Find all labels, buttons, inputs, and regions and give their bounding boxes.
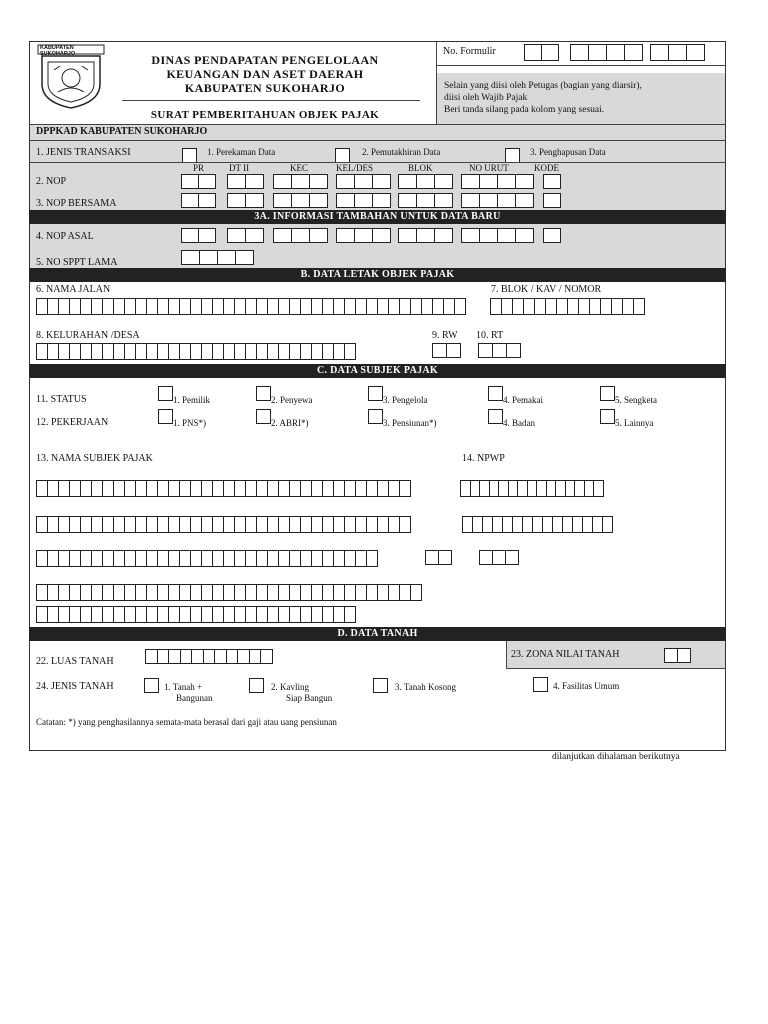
note-line-1: Selain yang diisi oleh Petugas (bagian yang diarsir), bbox=[444, 81, 642, 91]
office-divider-top bbox=[29, 124, 726, 125]
kode-pos-subjek-boxes[interactable] bbox=[36, 606, 356, 623]
char-box[interactable] bbox=[260, 649, 273, 664]
char-box[interactable] bbox=[366, 550, 378, 567]
nama-jalan-boxes[interactable] bbox=[36, 298, 466, 315]
transaksi-checkbox-2[interactable] bbox=[335, 148, 350, 163]
nop-col-kec: KEC bbox=[290, 163, 308, 173]
formulir-divider bbox=[436, 65, 726, 66]
instructions-note bbox=[444, 80, 724, 116]
nop-pr-boxes[interactable] bbox=[181, 174, 216, 191]
char-box[interactable] bbox=[602, 516, 613, 533]
formulir-boxes-2[interactable] bbox=[570, 44, 643, 61]
pekerjaan-option-4: 4. Badan bbox=[503, 418, 535, 428]
note-line-2: diisi oleh Wajib Pajak bbox=[444, 93, 528, 103]
nop-bersama-urut-boxes[interactable] bbox=[461, 193, 534, 210]
nop-label: 2. NOP bbox=[36, 176, 67, 187]
nop-col-kode: KODE bbox=[534, 163, 559, 173]
transaksi-divider bbox=[29, 162, 726, 163]
status-label: 11. STATUS bbox=[36, 394, 87, 405]
pekerjaan-option-3: 3. Pensiunan*) bbox=[383, 418, 437, 428]
kelurahan-subjek-boxes[interactable] bbox=[36, 550, 378, 567]
pekerjaan-checkbox-2[interactable] bbox=[256, 409, 271, 424]
catatan-note: Catatan: *) yang penghasilannya semata-mata berasal dari gaji atau uang pensiunan bbox=[36, 717, 337, 727]
nop-kel-boxes[interactable] bbox=[336, 174, 391, 191]
nop-kec-boxes[interactable] bbox=[273, 174, 328, 191]
pekerjaan-option-5: 5. Lainnya bbox=[615, 418, 654, 428]
kelurahan-boxes[interactable] bbox=[36, 343, 356, 360]
status-option-1: 1. Pemilik bbox=[173, 395, 211, 405]
nop-bersama-label: 3. NOP BERSAMA bbox=[36, 198, 117, 209]
jenis-transaksi-label: 1. JENIS TRANSAKSI bbox=[36, 147, 131, 158]
formulir-boxes-3[interactable] bbox=[650, 44, 705, 61]
npwp-boxes[interactable] bbox=[460, 480, 604, 497]
office-label: DPPKAD KABUPATEN SUKOHARJO bbox=[36, 126, 208, 137]
band-subjek-pajak: C. DATA SUBJEK PAJAK bbox=[29, 364, 726, 378]
transaksi-checkbox-3[interactable] bbox=[505, 148, 520, 163]
luas-tanah-boxes[interactable] bbox=[145, 649, 273, 666]
title-divider bbox=[122, 100, 420, 101]
blok-subjek-boxes[interactable] bbox=[462, 516, 613, 533]
nop-blok-boxes[interactable] bbox=[398, 174, 453, 191]
transaksi-checkbox-1[interactable] bbox=[182, 148, 197, 163]
jenis-tanah-option-1b: Bangunan bbox=[176, 693, 213, 703]
status-option-4: 4. Pemakai bbox=[503, 395, 543, 405]
no-sppt-boxes[interactable] bbox=[181, 250, 254, 267]
status-option-2: 2. Penyewa bbox=[271, 395, 313, 405]
blok-kav-label: 7. BLOK / KAV / NOMOR bbox=[491, 284, 602, 295]
zona-divider-bottom bbox=[506, 668, 726, 669]
kelurahan-label: 8. KELURAHAN /DESA bbox=[36, 330, 140, 341]
jenis-tanah-checkbox-3[interactable] bbox=[373, 678, 388, 693]
nama-subjek-label: 13. NAMA SUBJEK PAJAK bbox=[36, 453, 153, 464]
char-box[interactable] bbox=[410, 584, 422, 601]
continuation-note: dilanjutkan dihalaman berikutnya bbox=[552, 752, 680, 762]
zona-nilai-label: 23. ZONA NILAI TANAH bbox=[511, 649, 620, 660]
char-box[interactable] bbox=[633, 298, 645, 315]
status-checkbox-1[interactable] bbox=[158, 386, 173, 401]
formulir-boxes-1[interactable] bbox=[524, 44, 559, 61]
status-checkbox-2[interactable] bbox=[256, 386, 271, 401]
nop-asal-kec-boxes[interactable] bbox=[273, 228, 328, 245]
logo-text: KABUPATEN SUKOHARJO bbox=[40, 45, 76, 57]
jenis-tanah-option-1a: 1. Tanah + bbox=[164, 682, 203, 692]
char-box[interactable] bbox=[344, 343, 356, 360]
nop-bersama-blok-boxes[interactable] bbox=[398, 193, 453, 210]
nop-dt-boxes[interactable] bbox=[227, 174, 264, 191]
no-sppt-lama-label: 5. NO SPPT LAMA bbox=[36, 257, 118, 268]
nama-jalan-label: 6. NAMA JALAN bbox=[36, 284, 111, 295]
nop-asal-kel-boxes[interactable] bbox=[336, 228, 391, 245]
char-box[interactable] bbox=[399, 516, 411, 533]
pekerjaan-checkbox-5[interactable] bbox=[600, 409, 615, 424]
agency-title-line2: KEUANGAN DAN ASET DAERAH bbox=[166, 67, 364, 81]
status-checkbox-5[interactable] bbox=[600, 386, 615, 401]
nop-bersama-pr-boxes[interactable] bbox=[181, 193, 216, 210]
agency-title-line1: DINAS PENDAPATAN PENGELOLAAN bbox=[151, 53, 379, 67]
band-letak-objek: B. DATA LETAK OBJEK PAJAK bbox=[29, 268, 726, 282]
rt-subjek-boxes[interactable] bbox=[479, 550, 519, 567]
form-title: SURAT PEMBERITAHUAN OBJEK PAJAK bbox=[150, 109, 380, 121]
band-informasi-tambahan: 3A. INFORMASI TAMBAHAN UNTUK DATA BARU bbox=[29, 210, 726, 224]
rt-label: 10. RT bbox=[476, 330, 504, 341]
nop-bersama-kec-boxes[interactable] bbox=[273, 193, 328, 210]
char-box[interactable] bbox=[593, 480, 604, 497]
status-checkbox-3[interactable] bbox=[368, 386, 383, 401]
nop-bersama-kel-boxes[interactable] bbox=[336, 193, 391, 210]
nop-asal-pr-boxes[interactable] bbox=[181, 228, 216, 245]
status-option-5: 5. Sengketa bbox=[615, 395, 657, 405]
nop-col-pr: PR bbox=[193, 163, 205, 173]
char-box[interactable] bbox=[399, 480, 411, 497]
rt-boxes[interactable] bbox=[478, 343, 521, 360]
pekerjaan-checkbox-4[interactable] bbox=[488, 409, 503, 424]
nama-subjek-boxes[interactable] bbox=[36, 480, 411, 497]
npwp-label: 14. NPWP bbox=[462, 453, 505, 464]
pekerjaan-option-1: 1. PNS*) bbox=[173, 418, 207, 428]
pekerjaan-label: 12. PEKERJAAN bbox=[36, 417, 109, 428]
nop-col-urut: NO URUT bbox=[469, 163, 509, 173]
jenis-tanah-checkbox-4[interactable] bbox=[533, 677, 548, 692]
jenis-tanah-label: 24. JENIS TANAH bbox=[36, 681, 114, 692]
nop-asal-label: 4. NOP ASAL bbox=[36, 231, 94, 242]
jenis-tanah-checkbox-2[interactable] bbox=[249, 678, 264, 693]
nop-asal-blok-boxes[interactable] bbox=[398, 228, 453, 245]
nop-bersama-kode-boxes[interactable] bbox=[543, 193, 561, 210]
logo bbox=[36, 44, 106, 110]
jenis-tanah-option-2b: Siap Bangun bbox=[286, 693, 333, 703]
pekerjaan-option-2: 2. ABRI*) bbox=[271, 418, 309, 428]
nop-col-dt: DT II bbox=[229, 163, 250, 173]
char-box[interactable] bbox=[454, 298, 466, 315]
note-line-3: Beri tanda silang pada kolom yang sesuai. bbox=[444, 105, 605, 115]
nop-kode-boxes[interactable] bbox=[543, 174, 561, 191]
blok-kav-boxes[interactable] bbox=[490, 298, 645, 315]
zona-divider-left bbox=[506, 641, 507, 668]
transaksi-option-3: 3. Penghapusan Data bbox=[530, 147, 606, 157]
rw-boxes[interactable] bbox=[432, 343, 461, 360]
jalan-subjek-boxes[interactable] bbox=[36, 516, 411, 533]
pekerjaan-checkbox-1[interactable] bbox=[158, 409, 173, 424]
jenis-tanah-checkbox-1[interactable] bbox=[144, 678, 159, 693]
nop-asal-dt-boxes[interactable] bbox=[227, 228, 264, 245]
transaksi-option-1: 1. Perekaman Data bbox=[207, 147, 276, 157]
nop-col-kel: KEL/DES bbox=[336, 163, 373, 173]
office-divider-bottom bbox=[29, 140, 726, 141]
char-box[interactable] bbox=[344, 606, 356, 623]
band-data-tanah: D. DATA TANAH bbox=[29, 627, 726, 641]
agency-title-line3: KABUPATEN SUKOHARJO bbox=[184, 81, 346, 95]
status-option-3: 3. Pengelola bbox=[383, 395, 428, 405]
pekerjaan-checkbox-3[interactable] bbox=[368, 409, 383, 424]
header-divider bbox=[436, 41, 437, 124]
nop-col-blok: BLOK bbox=[408, 163, 433, 173]
formulir-label: No. Formulir bbox=[443, 46, 496, 57]
transaksi-option-2: 2. Pemutakhiran Data bbox=[362, 147, 441, 157]
jenis-tanah-option-2a: 2. Kavling bbox=[271, 682, 309, 692]
nop-bersama-dt-boxes[interactable] bbox=[227, 193, 264, 210]
luas-tanah-label: 22. LUAS TANAH bbox=[36, 656, 114, 667]
nop-asal-kode-boxes[interactable] bbox=[543, 228, 561, 245]
jenis-tanah-option-4: 4. Fasilitas Umum bbox=[553, 681, 620, 691]
status-checkbox-4[interactable] bbox=[488, 386, 503, 401]
zona-nilai-boxes[interactable] bbox=[664, 648, 691, 665]
nop-asal-urut-boxes[interactable] bbox=[461, 228, 534, 245]
jenis-tanah-option-3: 3. Tanah Kosong bbox=[395, 682, 456, 692]
rw-label: 9. RW bbox=[432, 330, 458, 341]
rw-subjek-boxes[interactable] bbox=[425, 550, 452, 567]
nop-urut-boxes[interactable] bbox=[461, 174, 534, 191]
dati-subjek-boxes[interactable] bbox=[36, 584, 422, 601]
